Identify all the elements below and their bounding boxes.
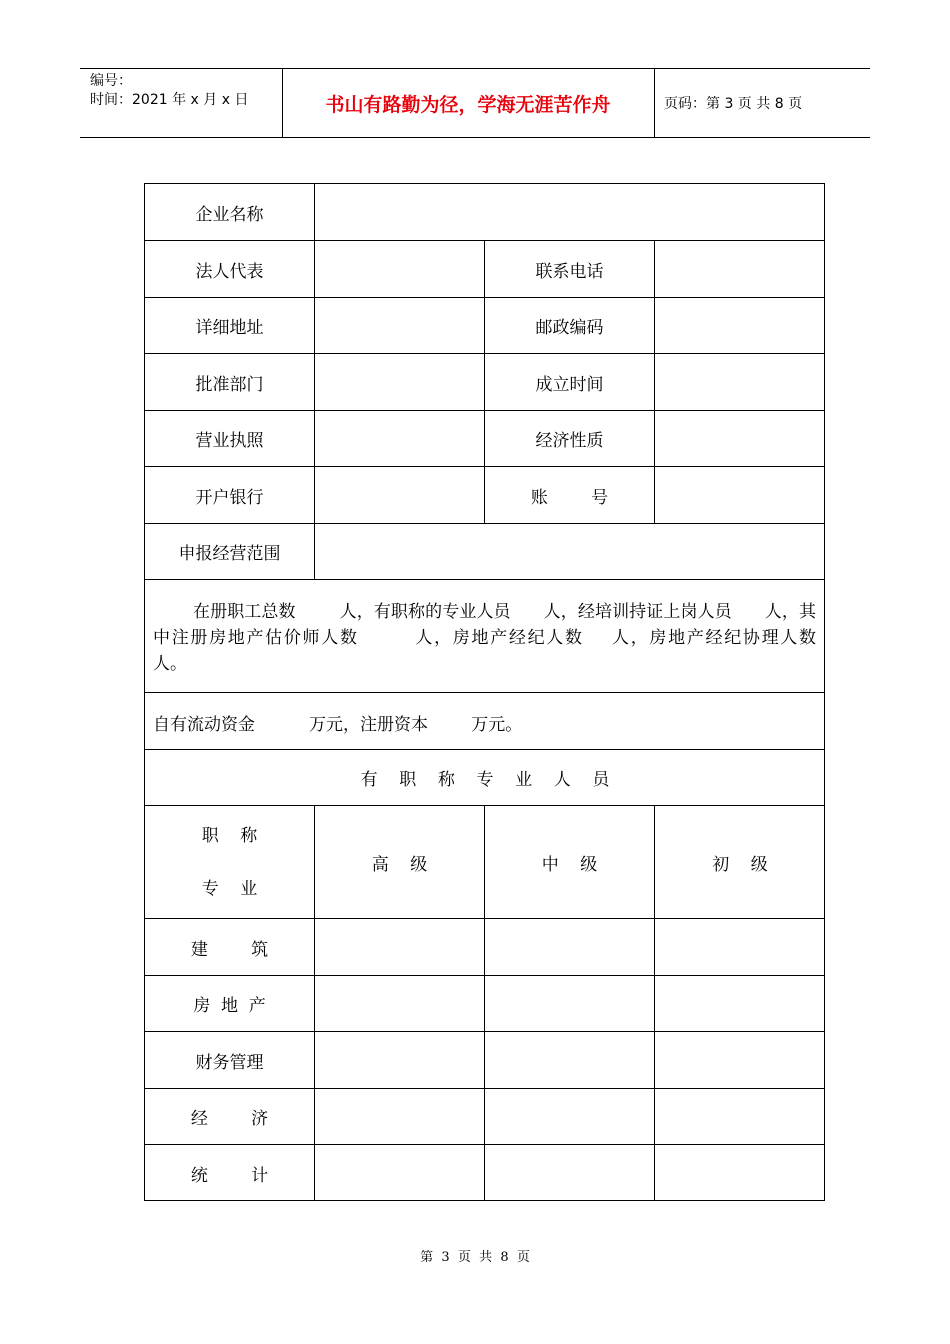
label-address: 详细地址 [195, 318, 264, 338]
staff-paragraph: 在册职工总数 人，有职称的专业人员 人，经培训持证上岗人员 人，其中注册房地产估价师人数 人，房地产经纪人数 人，房地产经纪协理人数 人。 [153, 602, 946, 674]
page-header [80, 68, 870, 138]
label-postcode: 邮政编码 [535, 318, 604, 338]
field-postcode[interactable] [655, 298, 825, 353]
label-license: 营业执照 [195, 431, 264, 451]
header-divider [654, 69, 655, 137]
row-real-estate: 房 地 产 [193, 996, 266, 1016]
field-address[interactable] [315, 298, 484, 353]
label-bank: 开户银行 [195, 487, 264, 508]
field-phone[interactable] [655, 241, 825, 297]
label-phone: 联系电话 [535, 261, 604, 282]
header-motto: 书山有路勤为径，学海无涯苦作舟 [325, 93, 611, 116]
field-bank[interactable] [315, 467, 484, 523]
label-account: 账 号 [530, 487, 609, 508]
col-intermediate: 中 级 [541, 854, 598, 875]
corner-title: 职 称 [201, 826, 258, 846]
label-company-name: 企业名称 [195, 204, 264, 225]
section-title: 有 职 称 专 业 人 员 [360, 770, 610, 790]
field-license[interactable] [315, 411, 484, 466]
label-founded: 成立时间 [535, 374, 604, 395]
header-meta [90, 72, 248, 110]
corner-specialty: 专 业 [201, 879, 258, 899]
row-statistics: 统 计 [190, 1165, 269, 1186]
row-construction: 建 筑 [190, 939, 269, 960]
row-economics: 经 济 [190, 1109, 269, 1129]
field-company-name[interactable] [315, 184, 825, 240]
label-econ-nature: 经济性质 [535, 431, 604, 451]
field-founded[interactable] [655, 354, 825, 410]
field-approval-dept[interactable] [315, 354, 484, 410]
field-econ-nature[interactable] [655, 411, 825, 466]
col-junior: 初 级 [712, 854, 768, 875]
number-label: 编号： [90, 73, 132, 89]
field-scope[interactable] [315, 524, 825, 579]
field-legal-rep[interactable] [315, 241, 484, 297]
page-footer: 第 3 页 共 8 页 [420, 1250, 530, 1265]
label-scope: 申报经营范围 [178, 544, 281, 564]
time-label: 时间：2021 年 x 月 x 日 [90, 92, 249, 108]
row-finance: 财务管理 [195, 1052, 264, 1073]
header-page-info: 页码：第 3 页 共 8 页 [664, 96, 803, 112]
col-senior: 高 级 [371, 854, 428, 875]
registration-form [144, 183, 946, 1201]
label-legal-rep: 法人代表 [195, 261, 264, 282]
capital-line: 自有流动资金 万元，注册资本 万元。 [153, 715, 523, 735]
label-approval-dept: 批准部门 [195, 374, 264, 395]
field-account[interactable] [655, 467, 825, 523]
